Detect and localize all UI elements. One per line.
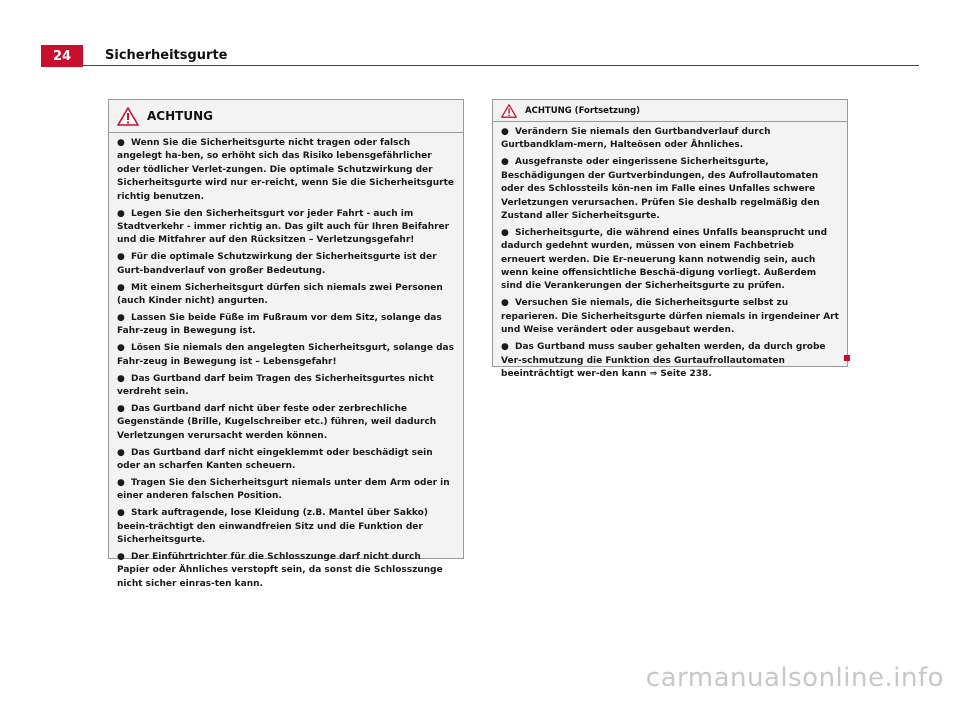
list-item-text: Das Gurtband darf nicht über feste oder zerbrechliche Gegenstände (Brille, Kugelschreiber etc.) führen, weil dadurch Verletzungen verursacht werden können. [117,403,437,441]
list-item [501,227,839,294]
list-item [117,342,455,369]
bullet: ● [117,312,125,323]
list-item-text: Legen Sie den Sicherheitsgurt vor jeder Fahrt - auch im Stadtverkehr - immer richtig an. Das gilt auch für Ihren Beifahrer und die Mitfahrer auf den Rücksitzen – Verletzungsgefahr! [117,208,450,246]
bullet: ● [117,403,125,414]
bullet: ● [117,477,125,488]
warning-title: ACHTUNG (Fortsetzung) [525,105,641,116]
list-item-text: Mit einem Sicherheitsgurt dürfen sich niemals zwei Personen (auch Kinder nicht) angurten. [117,282,443,306]
list-item-text: Das Gurtband darf beim Tragen des Sicherheitsgurtes nicht verdreht sein. [117,373,434,397]
list-item [117,251,455,278]
warning-box-left [108,99,464,589]
list-item [501,126,839,153]
list-item [501,341,839,381]
bullet: ● [117,138,125,148]
bullet: ● [117,343,125,354]
section-end-mark [844,355,850,361]
list-item-text: Der Einführtrichter für die Schlosszunge darf nicht durch Papier oder Ähnliches verstopft sein, da sonst die Schlosszunge nicht sicher einras-ten kann. [117,551,443,589]
warning-list-right [493,122,847,381]
bullet: ● [117,508,125,519]
header-rule [83,65,919,66]
page-number-badge [41,45,83,67]
bullet: ● [117,373,125,384]
warning-triangle-icon [501,104,517,118]
warning-list-left [109,133,463,591]
bullet: ● [501,127,509,137]
list-item-text: Ausgefranste oder eingerissene Sicherheitsgurte, Beschädigungen der Gurtverbindungen, des Aufrollautomaten oder des Schlossteils kön-nen im Falle eines Unfalles schwere Verletzungen verursachen. Prüfen Sie deshalb regelmäßig den Zustand aller Sicherheitsgurte. [501,157,820,221]
list-item [117,208,455,248]
list-item-text: Sicherheitsgurte, die während eines Unfalls beansprucht und dadurch gedehnt wurden, müssen von einem Fachbetrieb erneuert werden. Die Er-neuerung kann notwendig sein, auch wenn keine offensichtliche Beschä-digung vorliegt. Außerdem sind die Verankerungen der Sicherheitsgurte zu prüfen. [501,227,828,292]
warning-box-right-header [493,100,847,122]
bullet: ● [501,157,509,168]
list-item [117,403,455,443]
bullet: ● [117,282,125,293]
list-item [117,447,455,474]
page-number: 24 [52,48,72,64]
list-item [117,312,455,339]
bullet: ● [117,252,125,263]
warning-box-right [492,99,848,379]
list-item [117,551,455,591]
bullet: ● [117,551,125,562]
list-item-text: Das Gurtband darf nicht eingeklemmt oder beschädigt sein oder an scharfen Kanten scheuern. [117,447,433,471]
list-item-text: Stark auftragende, lose Kleidung (z.B. Mantel über Sakko) beein-trächtigt den einwandfreien Sitz und die Funktion der Sicherheitsgurte. [117,508,428,545]
list-item-text: Wenn Sie die Sicherheitsgurte nicht tragen oder falsch angelegt ha-ben, so erhöht sich das Risiko lebensgefährlicher oder tödlicher Verlet-zungen. Die optimale Schutzwirkung der Sicherheitsgurte wird nur er-reicht, wenn Sie die Sicherheitsgurte richtig benutzen. [117,138,454,202]
list-item-text: Versuchen Sie niemals, die Sicherheitsgurte selbst zu reparieren. Die Sicherheitsgurte dürfen niemals in irgendeiner Art und Weise verändert oder ausgebaut werden. [501,298,839,336]
list-item-text: Lösen Sie niemals den angelegten Sicherheitsgurt, solange das Fahr-zeug in Bewegung ist – Lebensgefahr! [117,343,454,367]
list-item [117,477,455,504]
list-item [501,156,839,223]
list-item [117,282,455,309]
watermark: carmanualsonline.info [645,663,944,693]
bullet: ● [117,447,125,458]
list-item [117,373,455,400]
list-item [117,137,455,204]
list-item [501,297,839,337]
page-title: Sicherheitsgurte [105,48,228,63]
list-item [117,507,455,547]
list-item-text: Verändern Sie niemals den Gurtbandverlauf durch Gurtbandklam-mern, Halteösen oder Ähnliches. [501,127,771,151]
bullet: ● [501,342,509,353]
bullet: ● [501,227,509,238]
list-item-text: Das Gurtband muss sauber gehalten werden, da durch grobe Ver-schmutzung die Funktion des Gurtaufrollautomaten beeinträchtigt wer-den kann ⇒ Seite 238. [501,342,826,379]
bullet: ● [501,298,509,309]
warning-title: ACHTUNG [147,109,213,123]
warning-box-left-header [109,100,463,133]
list-item-text: Tragen Sie den Sicherheitsgurt niemals unter dem Arm oder in einer anderen falschen Position. [117,477,450,502]
bullet: ● [117,208,125,219]
list-item-text: Lassen Sie beide Füße im Fußraum vor dem Sitz, solange das Fahr-zeug in Bewegung ist. [117,312,442,337]
warning-triangle-icon [117,107,139,126]
list-item-text: Für die optimale Schutzwirkung der Sicherheitsgurte ist der Gurt-bandverlauf von großer Bedeutung. [117,252,437,276]
